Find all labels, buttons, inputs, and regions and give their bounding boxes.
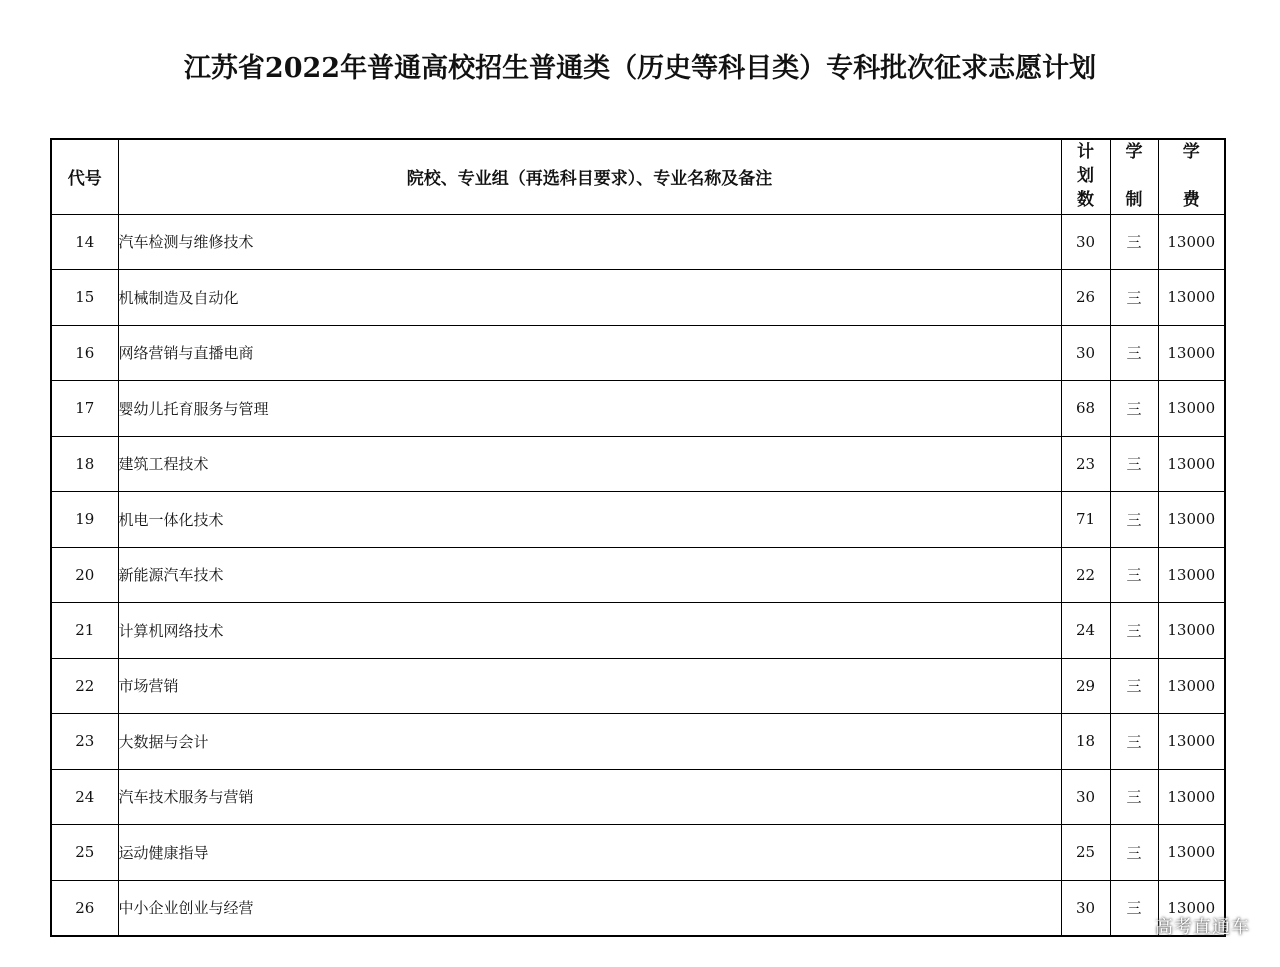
cell-duration: 三 [1110, 658, 1158, 714]
header-plan-count-char: 数 [1077, 190, 1094, 210]
cell-plan-count: 18 [1061, 714, 1110, 770]
cell-code: 17 [51, 381, 118, 437]
cell-code: 15 [51, 270, 118, 326]
cell-major-name: 市场营销 [118, 658, 1061, 714]
table-row [51, 658, 1225, 714]
cell-plan-count: 68 [1061, 381, 1110, 437]
cell-fee: 13000 [1158, 825, 1225, 881]
cell-duration: 三 [1110, 270, 1158, 326]
cell-major-name: 新能源汽车技术 [118, 547, 1061, 603]
page-title: 江苏省2022年普通高校招生普通类（历史等科目类）专科批次征求志愿计划 [183, 53, 1097, 84]
table-header [51, 139, 1225, 214]
header-fee [1158, 139, 1225, 214]
table-row [51, 825, 1225, 881]
table-row [51, 492, 1225, 548]
watermark-text: 高考直通车 [1155, 917, 1250, 938]
header-code: 代号 [51, 139, 118, 214]
cell-plan-count: 71 [1061, 492, 1110, 548]
cell-plan-count: 23 [1061, 436, 1110, 492]
cell-plan-count: 26 [1061, 270, 1110, 326]
cell-code: 21 [51, 603, 118, 659]
cell-plan-count: 30 [1061, 325, 1110, 381]
header-spacer [1111, 164, 1158, 188]
cell-fee: 13000 [1158, 658, 1225, 714]
cell-plan-count: 30 [1061, 880, 1110, 936]
cell-plan-count: 29 [1061, 658, 1110, 714]
cell-duration: 三 [1110, 603, 1158, 659]
table-body [51, 214, 1225, 936]
header-row [51, 139, 1225, 214]
table-row [51, 714, 1225, 770]
cell-major-name: 计算机网络技术 [118, 603, 1061, 659]
header-plan-count-char: 划 [1077, 166, 1094, 186]
cell-code: 22 [51, 658, 118, 714]
cell-code: 26 [51, 880, 118, 936]
header-plan-count [1061, 139, 1110, 214]
enrollment-plan-table [50, 138, 1226, 937]
cell-duration: 三 [1110, 381, 1158, 437]
cell-code: 16 [51, 325, 118, 381]
cell-duration: 三 [1110, 714, 1158, 770]
cell-fee: 13000 [1158, 769, 1225, 825]
table-row [51, 325, 1225, 381]
table-row [51, 214, 1225, 270]
cell-duration: 三 [1110, 769, 1158, 825]
header-duration-char: 制 [1125, 190, 1143, 210]
cell-plan-count: 30 [1061, 769, 1110, 825]
cell-major-name: 汽车检测与维修技术 [118, 214, 1061, 270]
cell-fee: 13000 [1158, 436, 1225, 492]
table-row [51, 436, 1225, 492]
cell-fee: 13000 [1158, 214, 1225, 270]
cell-major-name: 机电一体化技术 [118, 492, 1061, 548]
cell-plan-count: 22 [1061, 547, 1110, 603]
header-name: 院校、专业组（再选科目要求）、专业名称及备注 [118, 139, 1061, 214]
cell-code: 24 [51, 769, 118, 825]
header-fee-char: 费 [1182, 190, 1200, 210]
cell-code: 14 [51, 214, 118, 270]
table-row [51, 547, 1225, 603]
table-row [51, 769, 1225, 825]
table-row [51, 603, 1225, 659]
cell-fee: 13000 [1158, 270, 1225, 326]
cell-major-name: 机械制造及自动化 [118, 270, 1061, 326]
cell-duration: 三 [1110, 214, 1158, 270]
cell-duration: 三 [1110, 880, 1158, 936]
cell-major-name: 中小企业创业与经营 [118, 880, 1061, 936]
cell-duration: 三 [1110, 492, 1158, 548]
cell-fee: 13000 [1158, 381, 1225, 437]
cell-major-name: 汽车技术服务与营销 [118, 769, 1061, 825]
cell-plan-count: 25 [1061, 825, 1110, 881]
cell-code: 19 [51, 492, 118, 548]
cell-fee: 13000 [1158, 714, 1225, 770]
cell-fee: 13000 [1158, 325, 1225, 381]
cell-code: 20 [51, 547, 118, 603]
cell-plan-count: 30 [1061, 214, 1110, 270]
header-duration-char: 学 [1125, 142, 1143, 162]
cell-code: 18 [51, 436, 118, 492]
cell-fee: 13000 [1158, 492, 1225, 548]
cell-fee: 13000 [1158, 603, 1225, 659]
cell-fee: 13000 [1158, 880, 1225, 936]
header-spacer [1159, 164, 1225, 188]
cell-duration: 三 [1110, 436, 1158, 492]
table-row [51, 381, 1225, 437]
table-row [51, 880, 1225, 936]
cell-major-name: 建筑工程技术 [118, 436, 1061, 492]
header-duration [1110, 139, 1158, 214]
cell-fee: 13000 [1158, 547, 1225, 603]
cell-code: 23 [51, 714, 118, 770]
cell-duration: 三 [1110, 325, 1158, 381]
cell-major-name: 大数据与会计 [118, 714, 1061, 770]
header-fee-char: 学 [1182, 142, 1200, 162]
table-row [51, 270, 1225, 326]
cell-plan-count: 24 [1061, 603, 1110, 659]
cell-major-name: 网络营销与直播电商 [118, 325, 1061, 381]
cell-duration: 三 [1110, 547, 1158, 603]
cell-major-name: 运动健康指导 [118, 825, 1061, 881]
cell-major-name: 婴幼儿托育服务与管理 [118, 381, 1061, 437]
cell-code: 25 [51, 825, 118, 881]
cell-duration: 三 [1110, 825, 1158, 881]
header-plan-count-char: 计 [1077, 142, 1094, 162]
